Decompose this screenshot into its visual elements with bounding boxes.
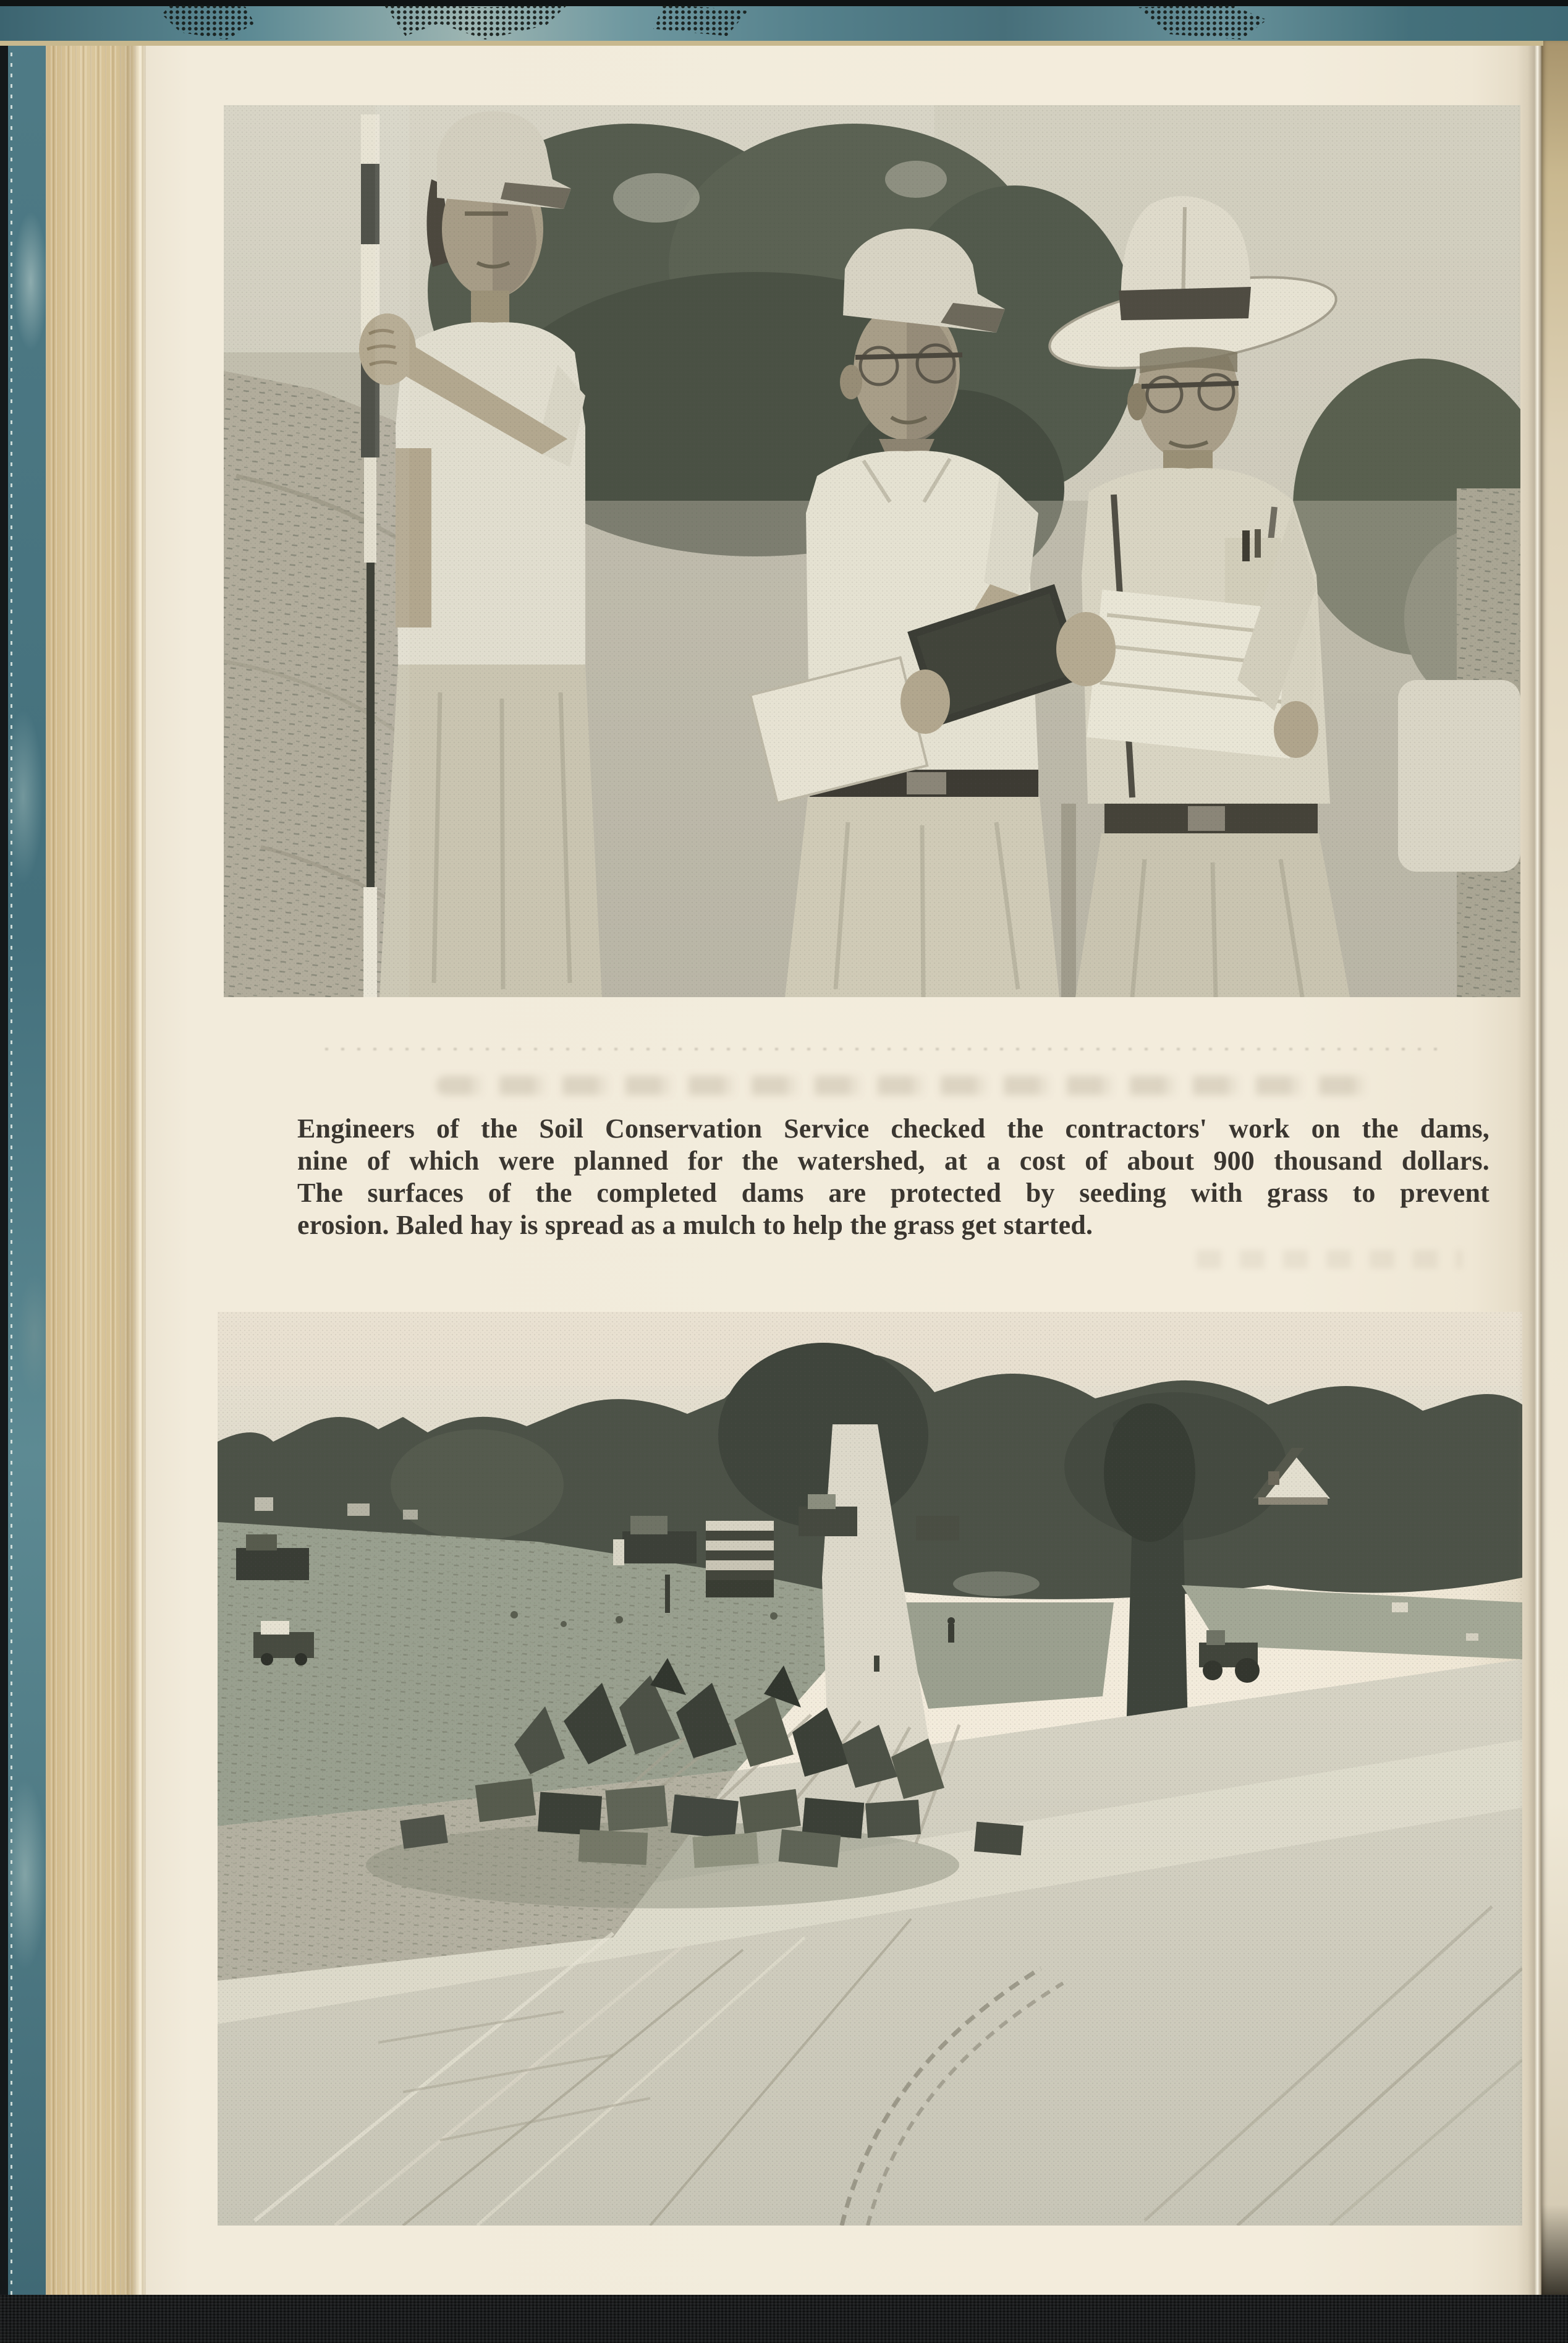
- caption-text: [297, 1113, 1490, 1241]
- caption-line: nine of which were planned for the watershed, at a cost of about 900 thousand dollars.: [297, 1146, 1490, 1176]
- photo-engineers: [224, 105, 1520, 997]
- book-spine-cloth: [0, 0, 46, 2343]
- halftone-dots: [1137, 4, 1267, 40]
- photo-engineers-art: [224, 105, 1520, 997]
- book-cover-bottom: [0, 2295, 1568, 2343]
- showthrough-marks: [1197, 1250, 1462, 1269]
- next-page-edge: [1541, 41, 1568, 2295]
- showthrough-text-line: [436, 1076, 1376, 1095]
- book-page: [146, 41, 1541, 2295]
- page-curl-edge: [1517, 41, 1541, 2295]
- photo-dam-art: [218, 1312, 1522, 2226]
- showthrough-dotted-line: [325, 1048, 1438, 1050]
- halftone-dots: [383, 4, 569, 40]
- cloth-texture: [8, 0, 46, 2343]
- book-cover-top: [0, 0, 1568, 41]
- halftone-dots: [643, 4, 748, 40]
- photo-dam-construction: [218, 1312, 1522, 2226]
- page-fore-edges: [46, 36, 146, 2296]
- caption-line: erosion. Baled hay is spread as a mulch to help the grass get started.: [297, 1210, 1093, 1240]
- caption-line: Engineers of the Soil Conservation Service checked the contractors' work on the dams,: [297, 1113, 1490, 1144]
- spine-stitching: [11, 0, 12, 2343]
- caption-line: The surfaces of the completed dams are protected by seeding with grass to prevent: [297, 1178, 1490, 1208]
- halftone-dots: [162, 4, 255, 40]
